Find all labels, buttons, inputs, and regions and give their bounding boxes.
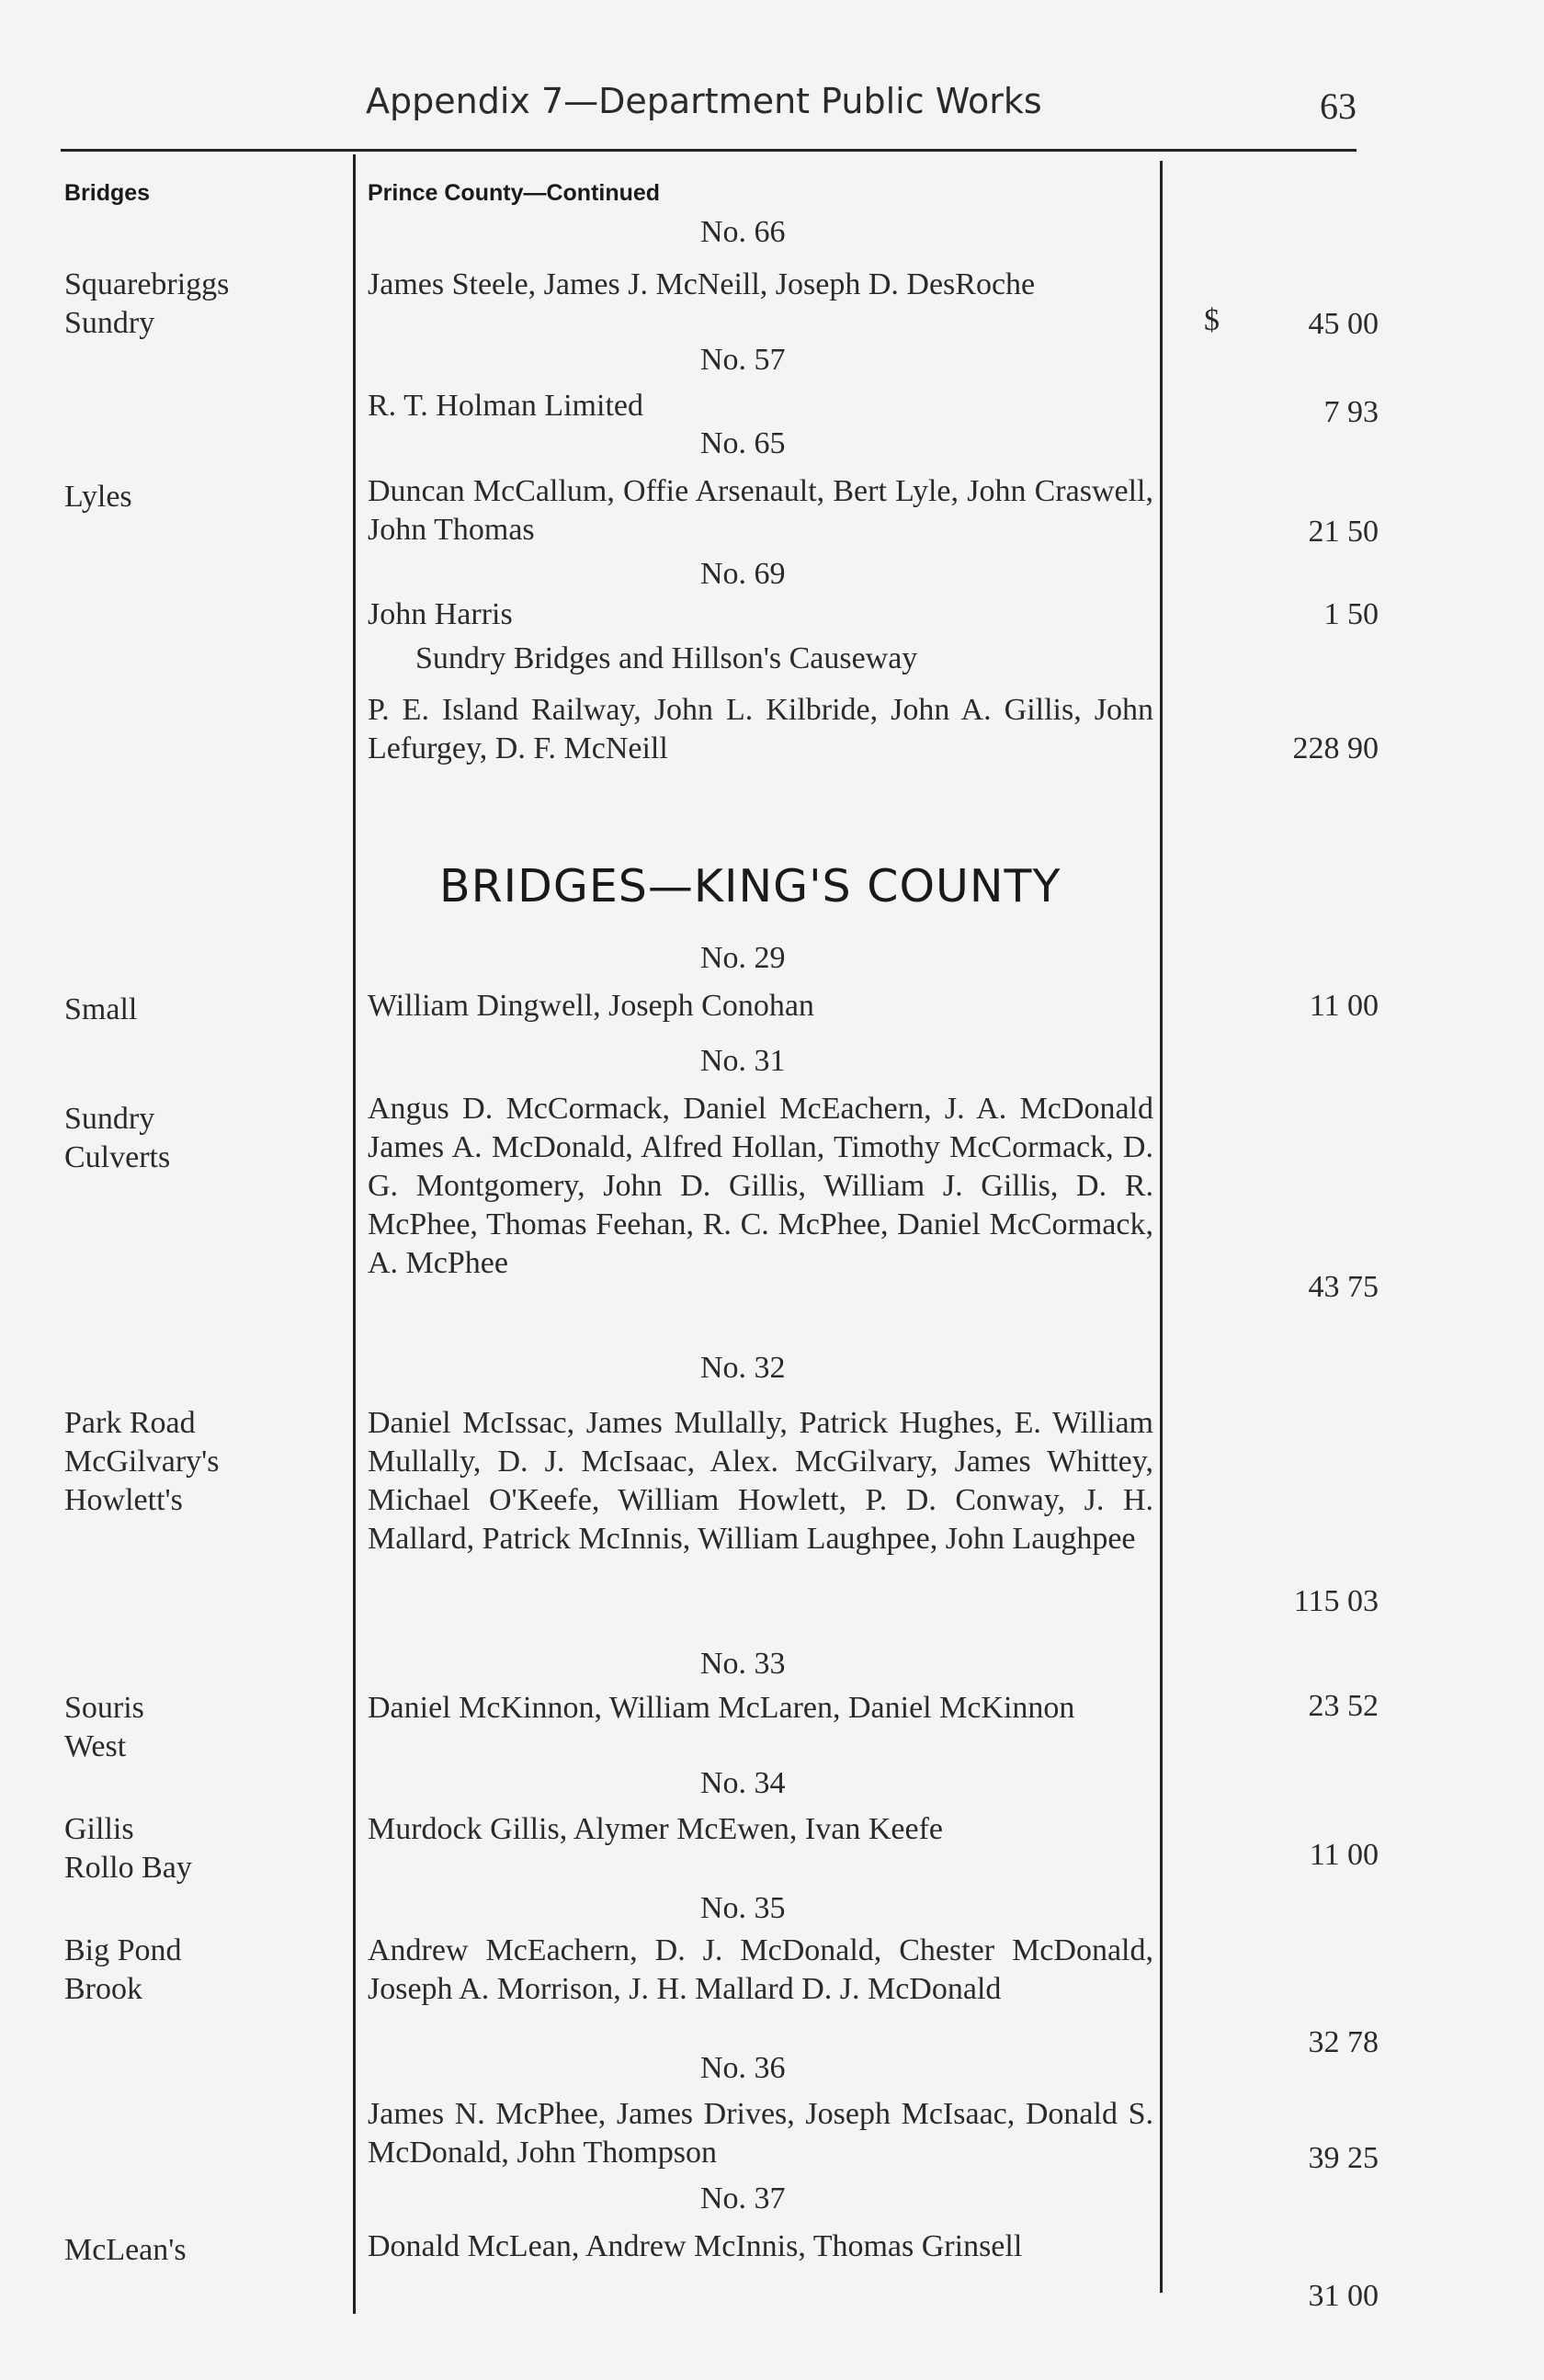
- entry-number: No. 31: [700, 1044, 786, 1078]
- page-number: 63: [1320, 85, 1357, 127]
- entry-text: James N. McPhee, James Drives, Joseph McIsaac, Donald S. McDonald, John Thompson: [368, 2097, 1153, 2170]
- entry-number: No. 65: [700, 426, 786, 460]
- column-divider: [353, 154, 356, 2314]
- side-label: Souris West: [64, 1691, 144, 1763]
- section-title: BRIDGES—KING'S COUNTY: [439, 860, 1062, 912]
- entry-text: Daniel McIssac, James Mullally, Patrick Hughes, E. William Mullally, D. J. McIsaac, Alex. McGilvary, James Whittey, Michael O'Keefe, William Howlett, P. D. Conway, J. H. Mallard, Patrick McInnis, William Laughpee, John Laughpee: [368, 1406, 1153, 1556]
- entry-text: Andrew McEachern, D. J. McDonald, Chester McDonald, Joseph A. Morrison, J. H. Mallard D. J. McDonald: [368, 1933, 1153, 2006]
- header-rule: [61, 149, 1357, 152]
- entry-amount: 7 93: [1323, 395, 1379, 429]
- entry-number: No. 29: [700, 941, 786, 975]
- entry-text: Daniel McKinnon, William McLaren, Daniel McKinnon: [368, 1691, 1075, 1725]
- entry-amount: 11 00: [1309, 989, 1379, 1023]
- entry-amount: 1 50: [1323, 597, 1379, 631]
- left-subhead: Bridges: [64, 180, 151, 206]
- entry-text: P. E. Island Railway, John L. Kilbride, John A. Gillis, John Lefurgey, D. F. McNeill: [368, 693, 1153, 765]
- entry-amount: 21 50: [1308, 515, 1379, 549]
- entry-text: James Steele, James J. McNeill, Joseph D. DesRoche: [368, 267, 1036, 301]
- entry-text: Angus D. McCormack, Daniel McEachern, J. A. McDonald James A. McDonald, Alfred Hollan, Timothy McCormack, D. G. Montgomery, John D. Gillis, William J. Gillis, D. R. McPhee, Thomas Feehan, R. C. McPhee, Daniel McCormack, A. McPhee: [368, 1092, 1153, 1280]
- entry-number: No. 57: [700, 343, 786, 377]
- side-label: Lyles: [64, 480, 132, 514]
- side-label: McLean's: [64, 2233, 187, 2267]
- right-subhead: Prince County—Continued: [368, 180, 661, 206]
- entry-amount: 32 78: [1308, 2025, 1379, 2059]
- entry-amount: 39 25: [1308, 2141, 1379, 2175]
- entry-number: No. 69: [700, 557, 786, 591]
- entry-heading: Sundry Bridges and Hillson's Causeway: [415, 641, 918, 675]
- entry-amount: 11 00: [1309, 1838, 1379, 1872]
- entry-number: No. 34: [700, 1766, 786, 1800]
- side-label: Park Road McGilvary's Howlett's: [64, 1406, 220, 1517]
- amount-column-divider: [1160, 161, 1163, 2293]
- side-label: Big Pond Brook: [64, 1933, 182, 2006]
- entry-number: No. 33: [700, 1647, 786, 1681]
- entry-amount: 228 90: [1292, 731, 1379, 765]
- entry-amount: 115 03: [1293, 1584, 1379, 1618]
- side-label: Small: [64, 992, 138, 1026]
- entry-text: Duncan McCallum, Offie Arsenault, Bert Lyle, John Craswell, John Thomas: [368, 474, 1153, 547]
- entry-amount: 23 52: [1308, 1689, 1379, 1723]
- entry-text: R. T. Holman Limited: [368, 389, 643, 423]
- running-header: Appendix 7—Department Public Works: [366, 81, 1042, 121]
- entry-number: No. 32: [700, 1351, 786, 1385]
- entry-number: No. 66: [700, 215, 786, 249]
- entry-number: No. 36: [700, 2051, 786, 2085]
- entry-text: Donald McLean, Andrew McInnis, Thomas Grinsell: [368, 2229, 1023, 2263]
- entry-number: No. 37: [700, 2182, 786, 2216]
- entry-amount: 45 00: [1308, 307, 1379, 341]
- currency-sign: $: [1204, 303, 1220, 337]
- entry-text: John Harris: [368, 597, 513, 631]
- entry-amount: 31 00: [1308, 2279, 1379, 2313]
- side-label: Squarebriggs Sundry: [64, 267, 230, 340]
- side-label: Sundry Culverts: [64, 1102, 171, 1174]
- entry-number: No. 35: [700, 1891, 786, 1925]
- entry-text: Murdock Gillis, Alymer McEwen, Ivan Keefe: [368, 1812, 943, 1846]
- side-label: Gillis Rollo Bay: [64, 1812, 192, 1885]
- entry-amount: 43 75: [1308, 1270, 1379, 1304]
- entry-text: William Dingwell, Joseph Conohan: [368, 989, 814, 1023]
